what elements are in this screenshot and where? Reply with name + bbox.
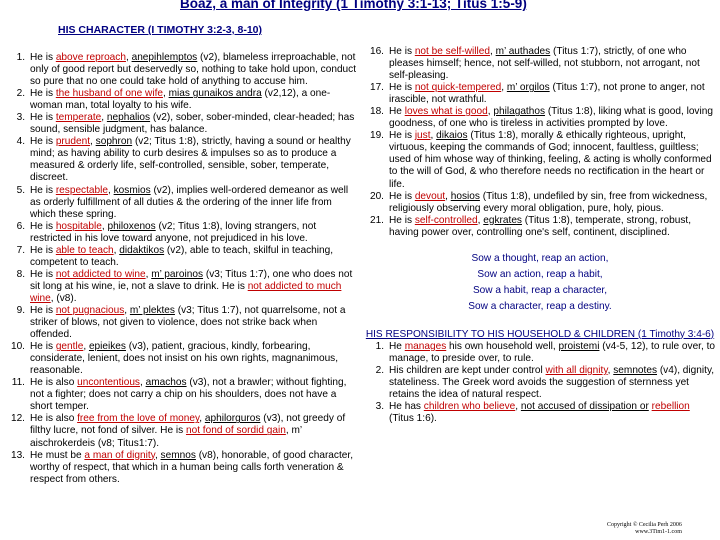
- item-lead: He must be: [30, 449, 85, 461]
- highlight-term: uncontentious: [77, 377, 140, 389]
- copyright-notice: [607, 522, 682, 536]
- item-number: 3.: [16, 112, 25, 124]
- item-text-part: ,: [90, 136, 96, 148]
- greek-term: not accused of dissipation or: [520, 401, 649, 413]
- list-item: [363, 401, 717, 425]
- item-text: [25, 413, 359, 449]
- item-text-part: ,: [501, 82, 507, 94]
- greek-term: semnotes: [613, 364, 658, 376]
- greek-term: semnos: [160, 449, 196, 461]
- greek-term: didaktikos: [119, 244, 165, 256]
- list-item: [3, 450, 359, 486]
- item-text-part: ,: [515, 401, 521, 413]
- item-lead: He is: [389, 190, 415, 202]
- highlight-term: not addicted to much wine: [30, 280, 342, 304]
- item-number: 17.: [369, 82, 384, 94]
- household-heading: HIS RESPONSIBILITY TO HIS HOUSEHOLD & CHILDREN (1 Timothy 3:4-6): [365, 328, 715, 340]
- item-text: [25, 221, 359, 245]
- item-text: [25, 136, 359, 184]
- item-number: 9.: [16, 304, 25, 316]
- left-column: [3, 52, 359, 486]
- list-item: [3, 112, 359, 136]
- highlight-term: able to teach: [55, 244, 114, 256]
- item-text: [384, 106, 717, 130]
- item-number: 19.: [369, 130, 384, 142]
- item-text-part: (Titus 1:7), strictly, of one who pleases himself; hence, not self-willed, not stubborn, not arrogant, not self-pleasing.: [389, 46, 700, 82]
- item-lead: He is also: [30, 377, 78, 389]
- item-text: [25, 377, 359, 413]
- item-text: [25, 185, 359, 221]
- item-number: 13.: [10, 449, 25, 461]
- highlight-term: not addicted to wine: [55, 268, 146, 280]
- item-number: 10.: [10, 341, 25, 353]
- item-text-part: (Titus 1:6).: [389, 413, 437, 425]
- list-item: [3, 52, 359, 88]
- item-text-part: ,: [101, 220, 108, 232]
- item-text-part: ,: [113, 244, 120, 256]
- item-text-part: (v4-5, 12), to rule over, to manage, to preside over, to rule.: [389, 340, 716, 364]
- item-text-part: ,: [83, 341, 89, 353]
- highlight-term: rebellion: [651, 401, 690, 413]
- highlight-term: with all dignity: [545, 364, 608, 376]
- item-number: 12.: [10, 413, 25, 425]
- item-text-part: , m’ aischrokerdeis (v8; Titus1:7).: [30, 425, 302, 449]
- item-text-part: (Titus 1:8), temperate, strong, robust, having power over, controlling one's self, continent, disciplined.: [389, 214, 692, 238]
- item-text-part: (v2), implies well-ordered demeanor as well as orderly fulfillment of all duties & the ordering of the inner life from which these spring.: [30, 184, 349, 220]
- item-lead: He is: [389, 82, 415, 94]
- list-item: [3, 377, 359, 413]
- highlight-term: temperate: [55, 112, 102, 124]
- greek-term: amachos: [145, 377, 187, 389]
- item-text-part: ,: [199, 413, 205, 425]
- item-text: [25, 305, 359, 341]
- item-text: [384, 82, 717, 106]
- highlight-term: a man of dignity: [84, 449, 155, 461]
- list-item: [3, 245, 359, 269]
- greek-term: proistemi: [558, 340, 600, 352]
- list-item: [3, 413, 359, 449]
- highlight-term: self-controlled: [414, 214, 478, 226]
- quote-line: Sow a character, reap a destiny.: [468, 300, 612, 312]
- item-number: 2.: [375, 364, 384, 376]
- list-item: [3, 341, 359, 377]
- highlight-term: above reproach: [55, 52, 126, 63]
- item-number: 11.: [11, 377, 25, 389]
- highlight-term: children who believe: [423, 401, 516, 413]
- item-text-part: ,: [108, 184, 114, 196]
- item-text-part: ,: [124, 304, 130, 316]
- right-list: [363, 46, 717, 239]
- item-text-part: (v3; Titus 1:7), one who does not sit long at his wine, ie, not a slave to drink. He is: [30, 268, 353, 292]
- item-text-part: ,: [139, 377, 146, 389]
- item-text: [25, 341, 359, 377]
- quote-line: Sow an action, reap a habit,: [477, 268, 603, 280]
- item-text-part: (v3), patient, gracious, kindly, forbearing, considerate, lenient, does not insist on his own rights, magnanimous, reasonable.: [30, 341, 339, 377]
- copyright-text: Copyright © Cecilia Perh 2006: [607, 522, 682, 528]
- item-text-part: ,: [445, 190, 451, 202]
- item-text-part: (v2,12), a one-woman man, total loyalty to his wife.: [30, 88, 331, 112]
- list-item: [3, 185, 359, 221]
- greek-term: epieikes: [88, 341, 126, 353]
- item-lead: He is: [30, 136, 56, 148]
- item-text-part: ,: [607, 364, 614, 376]
- item-text-part: (Titus 1:8), morally & ethically righteous, upright, virtuous, keeping the commands of God; innocent, faultless, guiltless; used of him whose way of thinking, feeling, & acting is wholly conformed to the will of God, & who therefore needs no rectification in the heart or life.: [389, 130, 712, 190]
- greek-term: philagathos: [493, 106, 546, 118]
- highlight-term: respectable: [55, 184, 108, 196]
- highlight-term: free from the love of money: [77, 413, 200, 425]
- item-number: 21.: [369, 214, 384, 226]
- item-text: [384, 130, 717, 190]
- item-text: [384, 401, 717, 425]
- item-number: 3.: [375, 401, 384, 413]
- item-lead: He is: [30, 88, 56, 100]
- item-lead: He is: [389, 46, 415, 57]
- list-item: [3, 88, 359, 112]
- item-number: 7.: [16, 244, 25, 256]
- item-number: 18.: [369, 106, 384, 118]
- greek-term: sophron: [95, 136, 133, 148]
- right-column: [363, 46, 717, 425]
- greek-term: m’ paroinos: [151, 268, 204, 280]
- greek-term: m’ orgilos: [506, 82, 550, 94]
- list-item: [363, 215, 717, 239]
- item-text-part: (Titus 1:7), not prone to anger, not irascible, not wrathful.: [389, 82, 705, 106]
- item-lead: He is: [30, 244, 56, 256]
- item-lead: He is also: [30, 413, 78, 425]
- item-text-part: (v2; Titus 1:8), loving strangers, not restricted in his love toward anyone, not prejudiced in his love.: [30, 220, 317, 244]
- greek-term: kosmios: [113, 184, 151, 196]
- item-lead: He is: [30, 220, 56, 232]
- list-item: [3, 269, 359, 305]
- highlight-term: not fond of sordid gain: [185, 425, 286, 437]
- highlight-term: devout: [414, 190, 446, 202]
- item-text: [25, 112, 359, 136]
- highlight-term: hospitable: [55, 220, 102, 232]
- item-text: [384, 46, 717, 82]
- item-lead: He is: [30, 341, 56, 353]
- item-number: 20.: [369, 190, 384, 202]
- item-text: [25, 269, 359, 305]
- item-text-part: (v2), able to teach, skilful in teaching, competent to teach.: [30, 244, 334, 268]
- list-item: [363, 106, 717, 130]
- item-text-part: (v3), not greedy of filthy lucre, not fond of silver. He is: [30, 413, 346, 437]
- item-lead: He has: [389, 401, 424, 413]
- highlight-term: manages: [404, 340, 447, 352]
- item-number: 1.: [16, 52, 25, 63]
- greek-term: philoxenos: [107, 220, 156, 232]
- item-text-part: (Titus 1:8), undefiled by sin, free from wickedness, religiously observing every moral obligation, pure, holy, pious.: [389, 190, 708, 214]
- item-text-part: (v8), honorable, of good character, worthy of respect, that which in a human being calls forth veneration & respect from others.: [30, 449, 353, 485]
- list-item: [363, 46, 717, 82]
- list-item: [363, 82, 717, 106]
- item-lead: He: [389, 340, 405, 352]
- item-lead: His children are kept under control: [389, 364, 546, 376]
- item-text-part: (v3), not a brawler; without fighting, not a fighter; does not carry a chip on his shoulders, does not have a short temper.: [30, 377, 347, 413]
- highlight-term: not quick-tempered: [414, 82, 502, 94]
- page-title: Boaz, a man of Integrity (1 Timothy 3:1-13; Titus 1:5-9): [180, 0, 527, 11]
- item-text-part: ,: [490, 46, 496, 57]
- highlight-term: not pugnacious: [55, 304, 125, 316]
- item-text: [384, 215, 717, 239]
- list-item: [363, 341, 717, 365]
- item-text-part: (v3; Titus 1:7), not quarrelsome, not a striker of blows, not given to violence, does not strike back when offended.: [30, 304, 346, 341]
- character-heading: HIS CHARACTER (I TIMOTHY 3:2-3, 8-10): [58, 24, 262, 36]
- list-item: [3, 221, 359, 245]
- list-item: [363, 365, 717, 401]
- greek-term: anepihlemptos: [131, 52, 198, 63]
- item-text: [25, 52, 359, 88]
- item-number: 1.: [375, 340, 384, 352]
- item-text-part: his own household well,: [446, 340, 559, 352]
- greek-term: hosios: [450, 190, 480, 202]
- greek-term: egkrates: [483, 214, 522, 226]
- greek-term: aphilorguros: [204, 413, 261, 425]
- item-lead: He is: [30, 304, 56, 316]
- highlight-term: prudent: [55, 136, 91, 148]
- sow-quote: [363, 251, 717, 315]
- greek-term: m’ plektes: [129, 304, 175, 316]
- item-number: 16.: [369, 46, 384, 57]
- highlight-term: the husband of one wife: [55, 88, 163, 100]
- list-item: [3, 136, 359, 184]
- item-text: [25, 245, 359, 269]
- item-number: 4.: [16, 136, 25, 148]
- website-text: www.3Tim1-1.com: [635, 529, 682, 535]
- item-text-part: (v4), dignity, stateliness. The Greek word avoids the suggestion of sternness yet retains the idea of natural respect.: [389, 364, 715, 400]
- greek-term: dikaios: [436, 130, 468, 142]
- item-lead: He is: [389, 214, 415, 226]
- item-lead: He is: [30, 184, 56, 196]
- greek-term: nephalios: [106, 112, 151, 124]
- quote-line: Sow a thought, reap an action,: [471, 252, 609, 264]
- item-lead: He is: [30, 112, 56, 124]
- greek-term: m’ authades: [495, 46, 551, 57]
- greek-term: mias gunaikos andra: [168, 88, 262, 100]
- item-number: 5.: [16, 184, 25, 196]
- highlight-term: just: [414, 130, 431, 142]
- item-text-part: (Titus 1:8), liking what is good, loving goodness, of one who is tireless in activities prompted by love.: [389, 106, 713, 130]
- item-lead: He is: [30, 52, 56, 63]
- highlight-term: loves what is good: [404, 106, 488, 118]
- item-text-part: ,: [154, 449, 161, 461]
- highlight-term: gentle: [55, 341, 84, 353]
- item-number: 8.: [16, 268, 25, 280]
- household-list: [363, 341, 717, 425]
- item-text-part: (v2), blameless irreproachable, not only of good report but deservedly so, nothing to take hold upon, conduct so pure that no one could take hold of anything to accuse him.: [30, 52, 357, 88]
- item-text-part: ,: [487, 106, 494, 118]
- item-text-part: ,: [430, 130, 437, 142]
- highlight-term: not be self-willed: [414, 46, 490, 57]
- item-text-part: (v2), sober, sober-minded, clear-headed; has sound, sensible judgment, has balance.: [30, 112, 355, 136]
- item-number: 6.: [16, 220, 25, 232]
- item-text-part: (v2; Titus 1:8), strictly, having a sound or healthy mind; as having ability to curb desires & impulses so as to produce a measured & orderly life, self-controlled, sensible, sober, temperate, discreet.: [30, 136, 351, 184]
- quote-line: Sow a habit, reap a character,: [472, 284, 608, 296]
- item-text-part: ,: [145, 268, 152, 280]
- item-text: [25, 450, 359, 486]
- item-text: [384, 191, 717, 215]
- item-lead: He: [389, 106, 405, 118]
- item-text-part: ,: [163, 88, 169, 100]
- list-item: [3, 305, 359, 341]
- item-number: 2.: [16, 88, 25, 100]
- item-text-part: ,: [477, 214, 484, 226]
- item-text-part: , (v8).: [50, 292, 77, 304]
- item-text: [384, 341, 717, 365]
- item-lead: He is: [389, 130, 415, 142]
- item-lead: He is: [30, 268, 56, 280]
- item-text-part: ,: [125, 52, 132, 63]
- list-item: [363, 130, 717, 190]
- item-text: [25, 88, 359, 112]
- list-item: [363, 191, 717, 215]
- item-text-part: ,: [101, 112, 107, 124]
- item-text: [384, 365, 717, 401]
